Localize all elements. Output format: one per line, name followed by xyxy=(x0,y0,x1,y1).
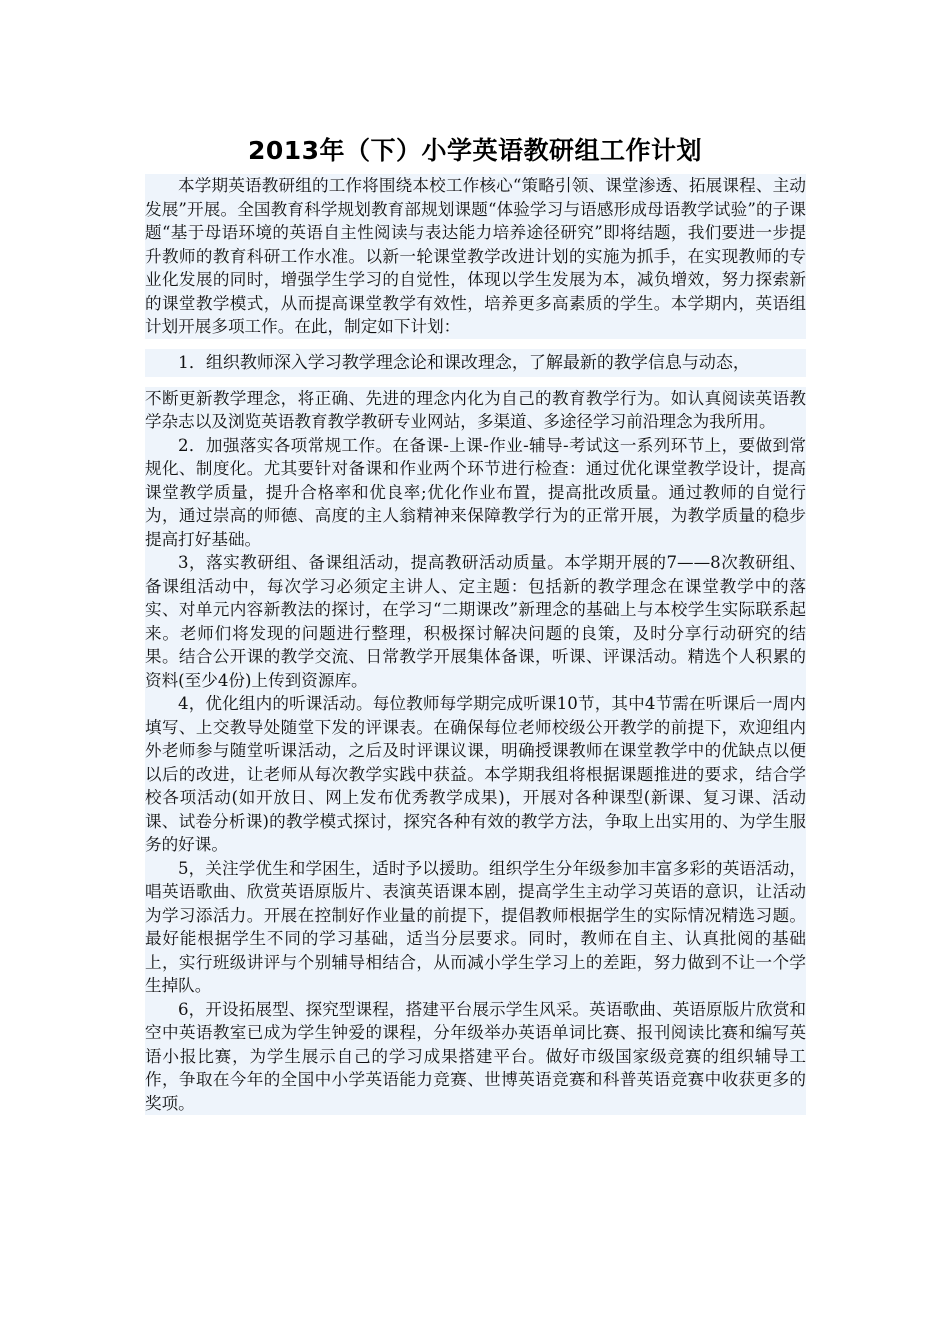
item-6-paragraph: 6，开设拓展型、探究型课程，搭建平台展示学生风采。英语歌曲、英语原版片欣赏和空中英语教室已成为学生钟爱的课程，分年级举办英语单词比赛、报刊阅读比赛和编写英语小报比赛，为学生展示自己的学习成果搭建平台。做好市级国家级竞赛的组织辅导工作，争取在今年的全国中小学英语能力竞赛、世博英语竞赛和科普英语竞赛中收获更多的奖项。 xyxy=(145,998,806,1116)
item-2-paragraph: 2．加强落实各项常规工作。在备课-上课-作业-辅导-考试这一系列环节上，要做到常规化、制度化。尤其要针对备课和作业两个环节进行检查：通过优化课堂教学设计，提高课堂教学质量，提升合格率和优良率;优化作业布置，提高批改质量。通过教师的自觉行为，通过崇高的师德、高度的主人翁精神来保障教学行为的正常开展，为教学质量的稳步提高打好基础。 xyxy=(145,434,806,552)
item-3-paragraph: 3，落实教研组、备课组活动，提高教研活动质量。本学期开展的7——8次教研组、备课组活动中，每次学习必须定主讲人、定主题：包括新的教学理念在课堂教学中的落实、对单元内容新教法的探讨，在学习“二期课改”新理念的基础上与本校学生实际联系起来。老师们将发现的问题进行整理，积极探讨解决问题的良策，及时分享行动研究的结果。结合公开课的教学交流、日常教学开展集体备课，听课、评课活动。精选个人积累的资料(至少4份)上传到资源库。 xyxy=(145,551,806,692)
item-1-continuation: 不断更新教学理念，将正确、先进的理念内化为自己的教育教学行为。如认真阅读英语教学杂志以及浏览英语教育教学教研专业网站，多渠道、多途径学习前沿理念为我所用。 xyxy=(145,387,806,434)
document-body xyxy=(145,174,806,1115)
document-title: 2013年（下）小学英语教研组工作计划 xyxy=(247,136,703,165)
item-1-heading: 1．组织教师深入学习教学理念论和课改理念，了解最新的教学信息与动态， xyxy=(145,349,806,377)
item-5-paragraph: 5，关注学优生和学困生，适时予以援助。组织学生分年级参加丰富多彩的英语活动，唱英语歌曲、欣赏英语原版片、表演英语课本剧，提高学生主动学习英语的意识，让活动为学习添活力。开展在控制好作业量的前提下，提倡教师根据学生的实际情况精选习题。最好能根据学生不同的学习基础，适当分层要求。同时，教师在自主、认真批阅的基础上，实行班级讲评与个别辅导相结合，从而减小学生学习上的差距，努力做到不让一个学生掉队。 xyxy=(145,857,806,998)
item-4-paragraph: 4，优化组内的听课活动。每位教师每学期完成听课10节，其中4节需在听课后一周内填写、上交教导处随堂下发的评课表。在确保每位老师校级公开教学的前提下，欢迎组内外老师参与随堂听课活动，之后及时评课议课，明确授课教师在课堂教学中的优缺点以便以后的改进，让老师从每次教学实践中获益。本学期我组将根据课题推进的要求，结合学校各项活动(如开放日、网上发布优秀教学成果)，开展对各种课型(新课、复习课、活动课、试卷分析课)的教学模式探讨，探究各种有效的教学方法，争取上出实用的、为学生服务的好课。 xyxy=(145,692,806,857)
intro-paragraph: 本学期英语教研组的工作将围绕本校工作核心“策略引领、课堂渗透、拓展课程、主动发展”开展。全国教育科学规划教育部规划课题“体验学习与语感形成母语教学试验”的子课题“基于母语环境的英语自主性阅读与表达能力培养途径研究”即将结题，我们要进一步提升教师的教育科研工作水准。以新一轮课堂教学改进计划的实施为抓手，在实现教师的专业化发展的同时，增强学生学习的自觉性，体现以学生发展为本，减负增效，努力探索新的课堂教学模式，从而提高课堂教学有效性，培养更多高素质的学生。本学期内，英语组计划开展多项工作。在此，制定如下计划： xyxy=(145,174,806,339)
